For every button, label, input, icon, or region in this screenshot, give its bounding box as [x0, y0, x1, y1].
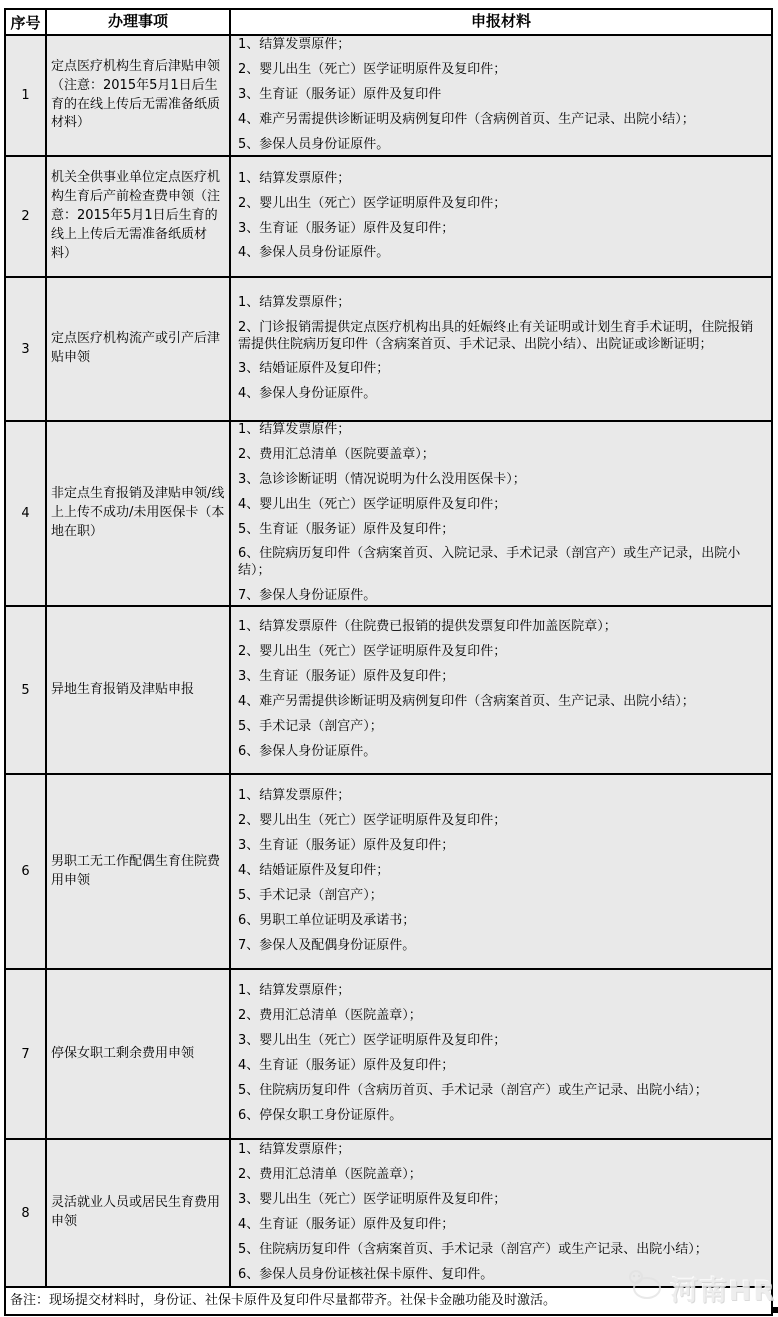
material-line: 7、参保人身份证原件。 — [238, 588, 377, 604]
material-line: 4、参保人身份证原件。 — [238, 386, 377, 402]
row-materials-list — [231, 607, 771, 773]
material-line: 4、参保人员身份证原件。 — [238, 245, 390, 261]
material-line: 2、费用汇总清单（医院盖章）； — [238, 1167, 422, 1183]
material-line: 6、男职工单位证明及承诺书； — [238, 912, 416, 928]
row-serial-number: 2 — [6, 157, 47, 276]
material-line: 5、生育证（服务证）原件及复印件； — [238, 521, 455, 537]
row-materials-list — [231, 775, 771, 968]
table-row — [6, 773, 771, 968]
table-row — [6, 420, 771, 605]
row-item-name: 定点医疗机构流产或引产后津贴申领 — [47, 278, 231, 420]
material-line: 1、结算发票原件； — [238, 983, 351, 999]
material-line: 1、结算发票原件； — [238, 421, 351, 437]
material-line: 4、难产另需提供诊断证明及病例复印件（含病例首页、生产记录、出院小结）； — [238, 111, 695, 127]
material-line: 6、参保人身份证原件。 — [238, 743, 377, 759]
material-line: 3、生育证（服务证）原件及复印件； — [238, 669, 455, 685]
watermark-text: 河南HR — [670, 1276, 776, 1307]
material-line: 3、婴儿出生（死亡）医学证明原件及复印件； — [238, 1192, 507, 1208]
footer-note: 备注：现场提交材料时，身份证、社保卡原件及复印件尽量都带齐。社保卡金融功能及时激活。 — [10, 1293, 557, 1309]
row-serial-number: 1 — [6, 36, 47, 155]
table-row — [6, 605, 771, 773]
material-line: 1、结算发票原件； — [238, 170, 351, 186]
material-line: 1、结算发票原件； — [238, 294, 351, 310]
table-row — [6, 34, 771, 155]
material-line: 6、住院病历复印件（含病案首页、入院记录、手术记录（剖宫产）或生产记录，出院小结）； — [238, 546, 741, 579]
row-serial-number: 5 — [6, 607, 47, 773]
row-materials-list — [231, 1140, 771, 1286]
row-item-name: 异地生育报销及津贴申报 — [47, 607, 231, 773]
row-serial-number: 3 — [6, 278, 47, 420]
row-materials-list — [231, 970, 771, 1138]
row-item-name: 灵活就业人员或居民生育费用申领 — [47, 1140, 231, 1286]
material-line: 6、停保女职工身份证原件。 — [238, 1107, 403, 1123]
material-line: 5、住院病历复印件（含病案首页、手术记录（剖宫产）或生产记录、出院小结）； — [238, 1241, 708, 1257]
material-line: 2、婴儿出生（死亡）医学证明原件及复印件； — [238, 813, 507, 829]
material-line: 1、结算发票原件； — [238, 1142, 351, 1158]
header-serial-number: 序号 — [6, 10, 47, 34]
table-row — [6, 1138, 771, 1286]
material-line: 2、门诊报销需提供定点医疗机构出具的妊娠终止有关证明或计划生育手术证明，住院报销需提供住院病历复印件（含病案首页、手术记录、出院小结）、出院证或诊断证明； — [238, 319, 754, 352]
material-line: 4、难产另需提供诊断证明及病例复印件（含病案首页、生产记录、出院小结）； — [238, 694, 695, 709]
row-item-name: 定点医疗机构生育后津贴申领（注意：2015年5月1日后生育的在线上传后无需准备纸质材料） — [47, 36, 231, 155]
material-line: 1、结算发票原件； — [238, 37, 351, 53]
material-line: 2、婴儿出生（死亡）医学证明原件及复印件； — [238, 644, 507, 660]
material-line: 4、婴儿出生（死亡）医学证明原件及复印件； — [238, 496, 507, 512]
row-serial-number: 4 — [6, 422, 47, 605]
table-row — [6, 276, 771, 420]
row-item-name: 非定点生育报销及津贴申领/线上上传不成功/未用医保卡（本地在职） — [47, 422, 231, 605]
table-row — [6, 155, 771, 276]
row-materials-list — [231, 422, 771, 605]
table-header-row — [6, 10, 771, 34]
material-line: 2、婴儿出生（死亡）医学证明原件及复印件； — [238, 62, 507, 78]
row-item-name: 停保女职工剩余费用申领 — [47, 970, 231, 1138]
material-line: 4、生育证（服务证）原件及复印件； — [238, 1217, 455, 1232]
material-line: 6、参保人员身份证核社保卡原件、复印件。 — [238, 1266, 494, 1282]
material-line: 2、婴儿出生（死亡）医学证明原件及复印件； — [238, 195, 507, 211]
table-row — [6, 968, 771, 1138]
material-line: 2、费用汇总清单（医院要盖章）； — [238, 446, 435, 462]
row-item-name: 机关全供事业单位定点医疗机构生育后产前检查费申领（注意：2015年5月1日后生育的线上上传后无需准备纸质材料） — [47, 157, 231, 276]
material-line: 1、结算发票原件； — [238, 788, 351, 804]
table-body — [6, 34, 771, 1286]
material-line: 3、结婚证原件及复印件； — [238, 361, 390, 377]
procedures-table — [4, 8, 773, 1316]
corner-handle — [772, 1307, 778, 1313]
material-line: 5、手术记录（剖宫产）； — [238, 887, 383, 903]
header-item-name: 办理事项 — [47, 10, 231, 34]
material-line: 2、费用汇总清单（医院盖章）； — [238, 1008, 422, 1024]
material-line: 3、生育证（服务证）原件及复印件 — [238, 87, 442, 103]
row-serial-number: 8 — [6, 1140, 47, 1286]
header-materials: 申报材料 — [470, 12, 531, 31]
material-line: 1、结算发票原件（住院费已报销的提供发票复印件加盖医院章）； — [238, 619, 617, 635]
material-line: 5、参保人员身份证原件。 — [238, 136, 390, 152]
row-serial-number: 7 — [6, 970, 47, 1138]
material-line: 3、生育证（服务证）原件及复印件； — [238, 220, 455, 236]
material-line: 7、参保人及配偶身份证原件。 — [238, 937, 416, 953]
row-materials-list — [231, 278, 771, 420]
material-line: 3、急诊诊断证明（情况说明为什么没用医保卡）； — [238, 471, 526, 487]
material-line: 5、住院病历复印件（含病历首页、手术记录（剖宫产）或生产记录、出院小结）； — [238, 1082, 708, 1098]
table-footer-row — [6, 1286, 771, 1314]
material-line: 3、婴儿出生（死亡）医学证明原件及复印件； — [238, 1033, 507, 1049]
material-line: 4、结婚证原件及复印件； — [238, 863, 390, 879]
row-materials-list — [231, 36, 771, 155]
row-materials-list — [231, 157, 771, 276]
row-item-name: 男职工无工作配偶生育住院费用申领 — [47, 775, 231, 968]
procedures-table-page — [4, 8, 773, 1316]
material-line: 5、手术记录（剖宫产）； — [238, 718, 383, 734]
row-serial-number: 6 — [6, 775, 47, 968]
material-line: 4、生育证（服务证）原件及复印件； — [238, 1058, 455, 1073]
material-line: 3、生育证（服务证）原件及复印件； — [238, 838, 455, 854]
